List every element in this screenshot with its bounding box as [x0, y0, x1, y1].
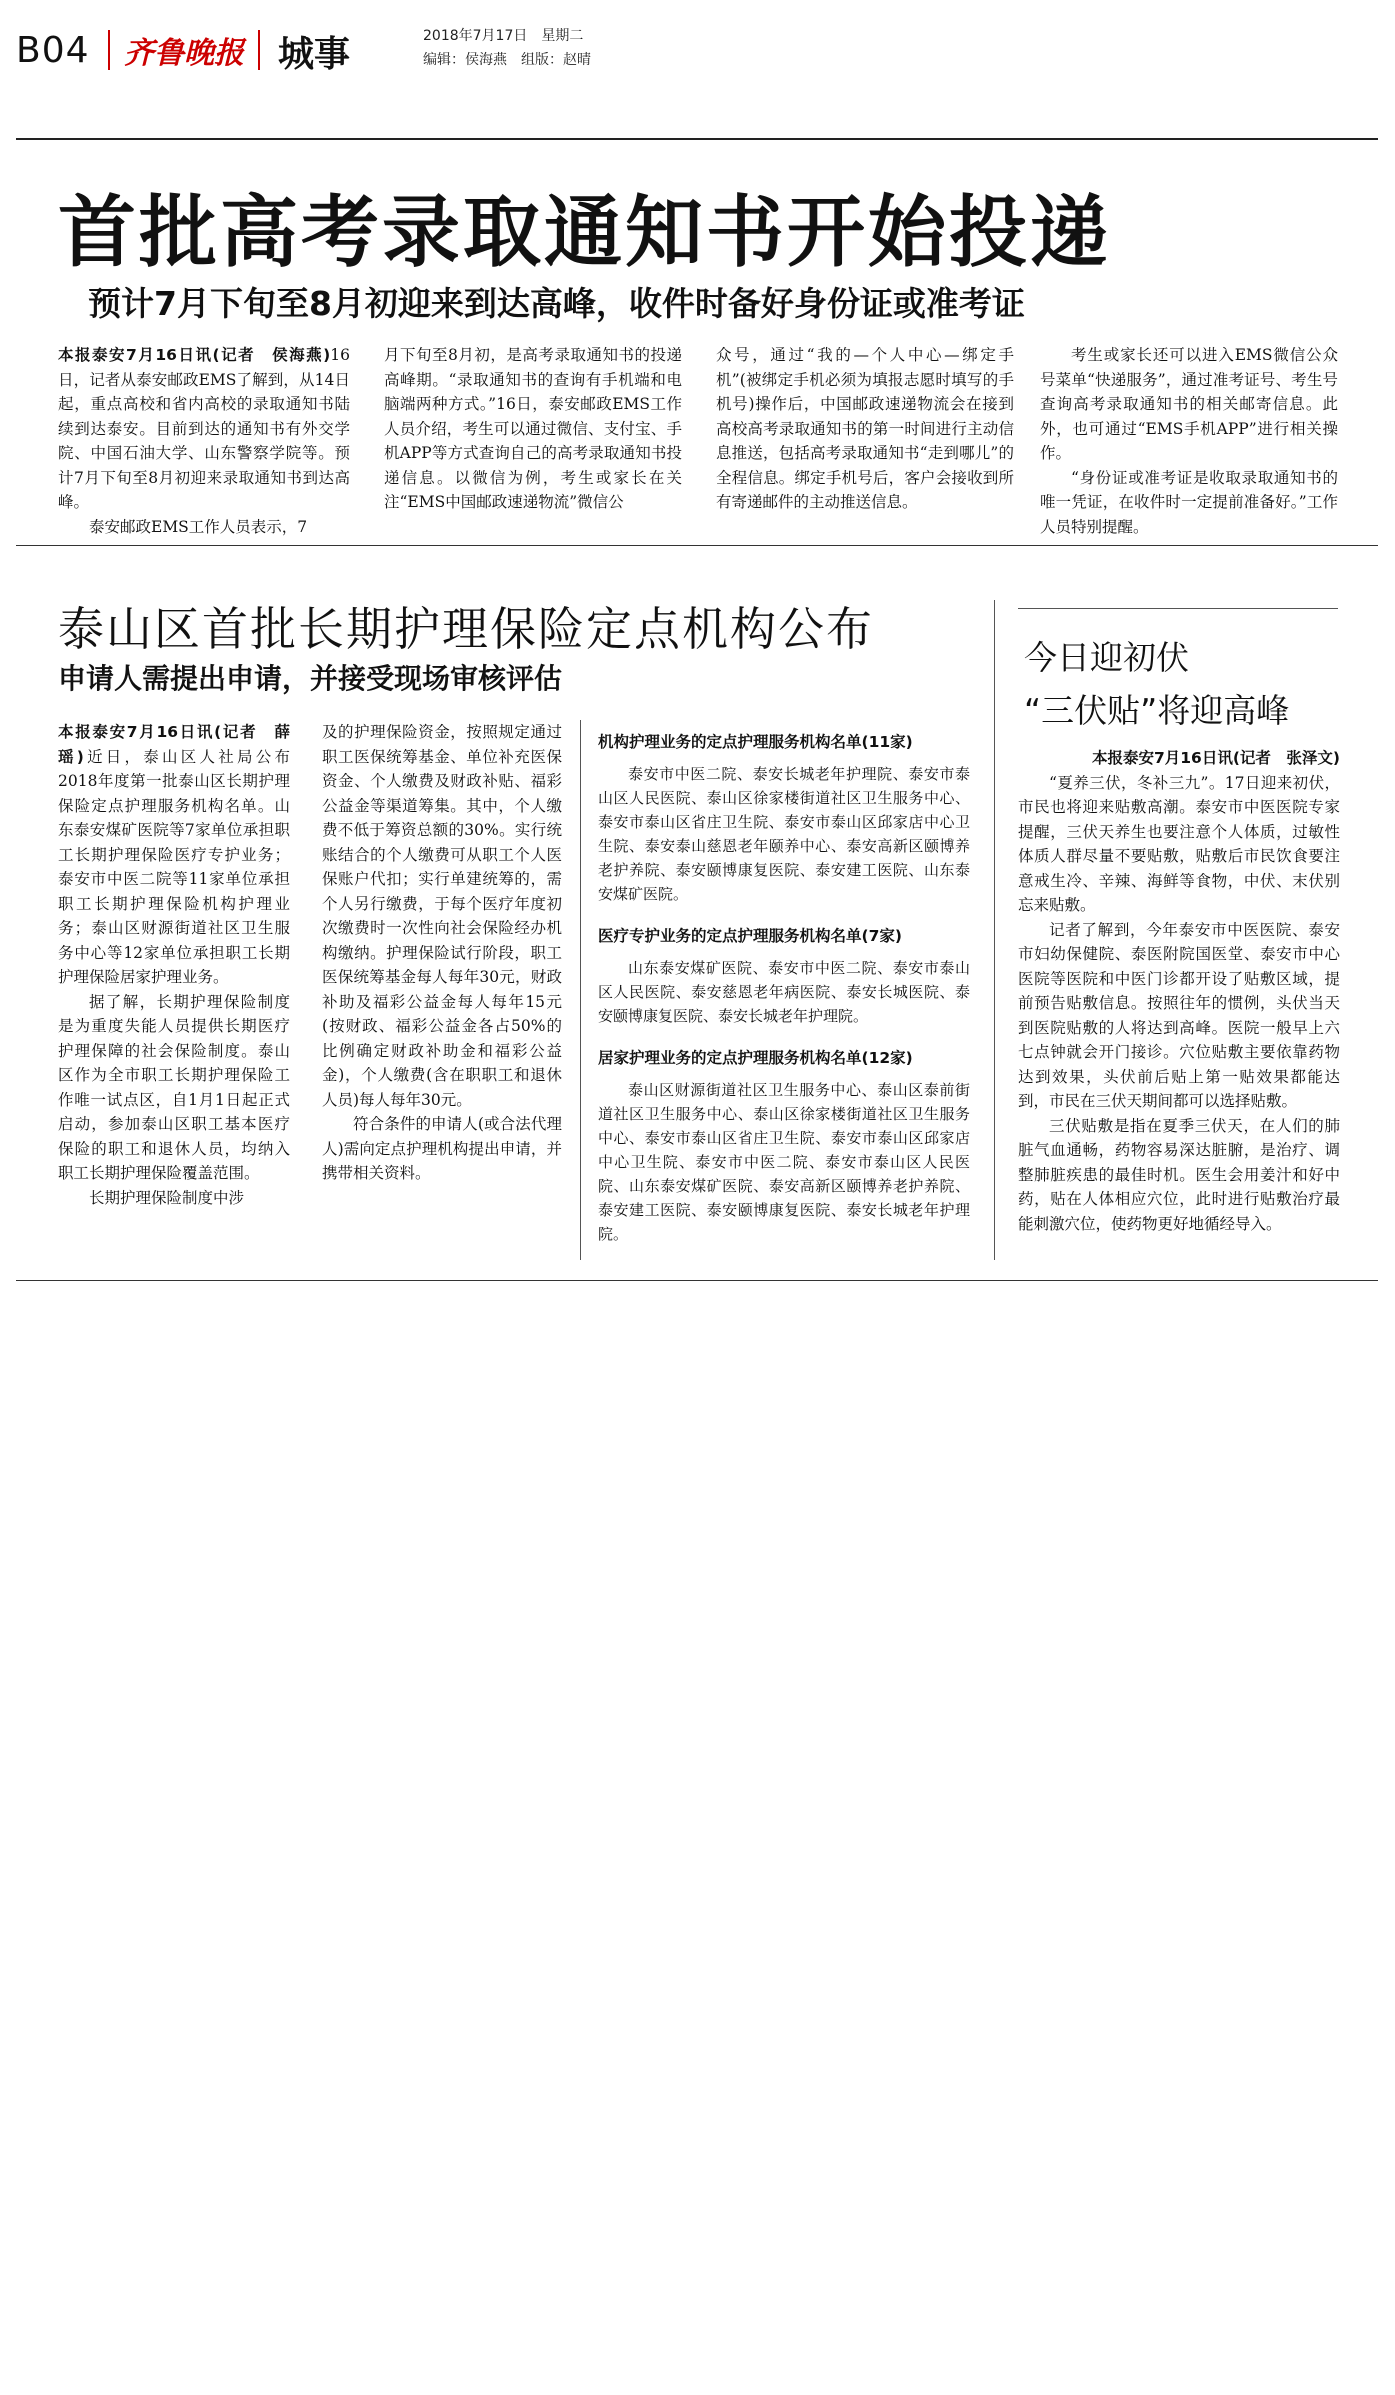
header-divider	[258, 30, 260, 70]
article2-lead-text: 近日，泰山区人社局公布2018年度第一批泰山区长期护理保险定点护理服务机构名单。山东泰安煤矿医院等7家单位承担职工长期护理保险医疗专护业务；泰安市中医二院等11家单位承担职工长期护理保险机构护理业务；泰山区财源街道社区卫生服务中心等12家单位承担职工长期护理保险居家护理业务。	[58, 747, 290, 986]
article3-headline-line2: “三伏贴”将迎高峰	[1024, 691, 1290, 730]
issue-date: 2018年7月17日 星期二	[423, 28, 584, 44]
box-section-title: 医疗专护业务的定点护理服务机构名单(7家)	[598, 927, 902, 945]
article3-body	[1018, 746, 1340, 1236]
article1-paragraph: “身份证或准考证是收取录取通知书的唯一凭证，在收件时一定提前准备好。”工作人员特别提醒。	[1040, 468, 1338, 536]
article1-column-4	[1040, 343, 1338, 539]
article1-paragraph: 泰安邮政EMS工作人员表示，7	[89, 517, 308, 536]
newspaper-logo: 齐鲁晚报	[124, 36, 244, 71]
article1-paragraph: 众号，通过“我的—个人中心—绑定手机”(被绑定手机必须为填报志愿时填写的手机号)操作后，中国邮政速递物流会在接到高校高考录取通知书的第一时间进行主动信息推送，包括高考录取通知书“走到哪儿”的全程信息。绑定手机号后，客户会接收到所有寄递邮件的主动推送信息。	[716, 346, 1014, 511]
article2-paragraph: 据了解，长期护理保险制度是为重度失能人员提供长期医疗护理保障的社会保险制度。泰山区作为全市职工长期护理保险工作唯一试点区，自1月1日起正式启动，参加泰山区职工基本医疗保险的职工和退休人员，均纳入职工长期护理保险覆盖范围。	[58, 992, 290, 1182]
article1-paragraph: 月下旬至8月初，是高考录取通知书的投递高峰期。“录取通知书的查询有手机端和电脑端两种方式。”16日，泰安邮政EMS工作人员介绍，考生可以通过微信、支付宝、手机APP等方式查询自己的高考录取通知书投递信息。以微信为例，考生或家长在关注“EMS中国邮政速递物流”微信公	[384, 346, 682, 511]
article2-byline: 本报泰安7月16日讯(记者 薛瑶)	[58, 723, 290, 766]
article2-column-2	[322, 720, 562, 1186]
article2-subheadline: 申请人需提出申请，并接受现场审核评估	[58, 662, 563, 695]
designated-institutions-box	[598, 730, 970, 1264]
box-section-title: 居家护理业务的定点护理服务机构名单(12家)	[598, 1049, 913, 1067]
article2-paragraph: 及的护理保险资金，按照规定通过职工医保统筹基金、单位补充医保资金、个人缴费及财政补贴、福彩公益金等渠道筹集。其中，个人缴费不低于筹资总额的30%。实行统账结合的个人缴费可从职工个人医保账户代扣；实行单建统筹的，需个人另行缴费，于每个医疗年度初次缴费时一次性向社会保险经办机构缴纳。护理保险试行阶段，职工医保统筹基金每人每年30元，财政补助及福彩公益金每人每年15元(按财政、福彩公益金各占50%的比例确定财政补助金和福彩公益金)，个人缴费(含在职职工和退休人员)每人每年30元。	[322, 723, 562, 1109]
article1-column-1	[58, 343, 350, 539]
article3-byline: 本报泰安7月16日讯(记者 张泽文)	[1091, 749, 1340, 767]
article-separator	[16, 545, 1378, 546]
article3-paragraph: 记者了解到，今年泰安市中医医院、泰安市妇幼保健院、泰医附院国医堂、泰安市中心医院等医院和中医门诊都开设了贴敷区域，提前预告贴敷信息。按照往年的惯例，头伏当天到医院贴敷的人将达到高峰。医院一般早上六七点钟就会开门接诊。穴位贴敷主要依靠药物达到效果，头伏前后贴上第一贴效果都能达到，市民在三伏天期间都可以选择贴敷。	[1018, 920, 1340, 1110]
article1-byline: 本报泰安7月16日讯(记者 侯海燕)	[58, 346, 331, 364]
article2-paragraph: 长期护理保险制度中涉	[89, 1188, 245, 1207]
header-rule	[16, 138, 1378, 140]
article1-paragraph: 考生或家长还可以进入EMS微信公众号菜单“快递服务”，通过准考证号、考生号查询高考录取通知书的相关邮寄信息。此外，也可通过“EMS手机APP”进行相关操作。	[1040, 346, 1338, 462]
page-bottom-rule	[16, 1280, 1378, 1281]
sidebar-rule	[1018, 608, 1338, 609]
column-divider	[994, 600, 995, 1260]
article3-paragraph: “夏养三伏，冬补三九”。17日迎来初伏，市民也将迎来贴敷高潮。泰安市中医医院专家提醒，三伏天养生也要注意个人体质，过敏性体质人群尽量不要贴敷，贴敷后市民饮食要注意戒生冷、辛辣、海鲜等食物，中伏、末伏别忘来贴敷。	[1018, 773, 1340, 914]
article3-headline-line1: 今日迎初伏	[1024, 638, 1189, 677]
article2-paragraph: 符合条件的申请人(或合法代理人)需向定点护理机构提出申请，并携带相关资料。	[322, 1115, 562, 1182]
article1-lead-text: 16日，记者从泰安邮政EMS了解到，从14日起，重点高校和省内高校的录取通知书陆续到达泰安。目前到达的通知书有外交学院、中国石油大学、山东警察学院等。预计7月下旬至8月初迎来录取通知书到达高峰。	[58, 346, 350, 511]
editor-credits: 编辑：侯海燕 组版：赵晴	[423, 52, 591, 68]
article2-column-1	[58, 720, 290, 1210]
box-section-title: 机构护理业务的定点护理服务机构名单(11家)	[598, 733, 913, 751]
article1-subheadline: 预计7月下旬至8月初迎来到达高峰，收件时备好身份证或准考证	[88, 284, 1025, 323]
box-section-text: 山东泰安煤矿医院、泰安市中医二院、泰安市泰山区人民医院、泰安慈恩老年病医院、泰安长城医院、泰安颐博康复医院、泰安长城老年护理院。	[598, 959, 970, 1025]
article1-column-3	[716, 343, 1014, 515]
article1-column-2	[384, 343, 682, 515]
article3-paragraph: 三伏贴敷是指在夏季三伏天，在人们的肺脏气血通畅，药物容易深达脏腑，是治疗、调整肺脏疾患的最佳时机。医生会用姜汁和好中药，贴在人体相应穴位，此时进行贴敷治疗最能刺激穴位，使药物更好地循经导入。	[1018, 1116, 1340, 1233]
page-number: B04	[16, 30, 90, 71]
header-divider	[108, 30, 110, 70]
box-section-text: 泰安市中医二院、泰安长城老年护理院、泰安市泰山区人民医院、泰山区徐家楼街道社区卫生服务中心、泰安市泰山区省庄卫生院、泰安市泰山区邱家店中心卫生院、泰安泰山慈恩老年颐养中心、泰安高新区颐博养老护养院、泰安颐博康复医院、泰安建工医院、山东泰安煤矿医院。	[598, 765, 970, 903]
box-section-text: 泰山区财源街道社区卫生服务中心、泰山区泰前街道社区卫生服务中心、泰山区徐家楼街道社区卫生服务中心、泰安市泰山区省庄卫生院、泰安市泰山区邱家店中心卫生院、泰安市中医二院、泰安市泰山区人民医院、山东泰安煤矿医院、泰安高新区颐博养老护养院、泰安建工医院、泰安颐博康复医院、泰安长城老年护理院。	[598, 1081, 970, 1243]
article2-headline: 泰山区首批长期护理保险定点机构公布	[58, 602, 874, 656]
column-divider	[580, 720, 581, 1260]
article1-headline: 首批高考录取通知书开始投递	[58, 188, 1112, 278]
section-name: 城事	[278, 33, 351, 75]
